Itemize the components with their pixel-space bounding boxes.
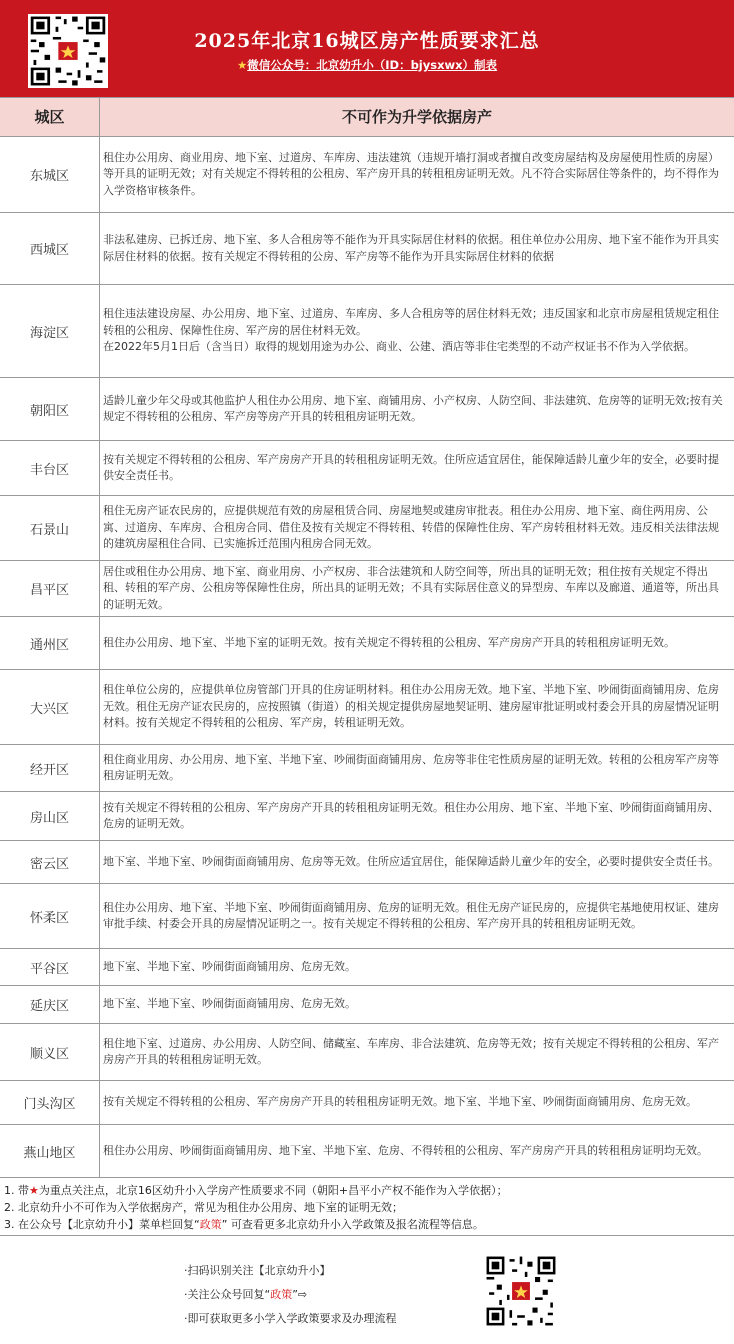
table-row	[0, 745, 734, 792]
policy-table	[0, 137, 734, 1178]
table-row	[0, 670, 734, 745]
header-banner	[0, 0, 734, 97]
table-row	[0, 986, 734, 1024]
qr-code-icon[interactable]	[484, 1254, 558, 1328]
footnote-2: 2. 北京幼升小不可作为入学依据房产，常见为租住办公用房、地下室的证明无效；	[4, 1201, 403, 1214]
rule-text: 租住办公用房、地下室、半地下室的证明无效。按有关规定不得转租的公租房、军产房房产开具的转租租房证明无效。	[103, 635, 675, 649]
table-header	[0, 97, 734, 137]
district-name: 海淀区	[0, 285, 100, 377]
table-row	[0, 949, 734, 986]
district-name: 怀柔区	[0, 884, 100, 948]
table-row	[0, 1081, 734, 1125]
table-row	[0, 841, 734, 884]
district-name: 石景山	[0, 496, 100, 560]
star-icon: ★	[29, 1184, 39, 1197]
rule-text: 租住违法建设房屋、办公用房、地下室、过道房、车库房、多人合租房等的居住材料无效；违反国家和北京市房屋租赁规定租住转租的公租房、保障性住房、军产房的居住材料无效。 在2022年5月1日后（含当日）取得的规划用途为办公、商业、公建、酒店等非住宅类型的不动产权证书不作为入学依据。	[103, 307, 719, 354]
arrow-right-icon: ”⇨	[292, 1288, 308, 1301]
rule-text: 租住无房产证农民房的，应提供规范有效的房屋租赁合同、房屋地契或建房审批表。租住办公用房、地下室、商住两用房、公寓、过道房、车库房、合租房合同、借住及按有关规定不得转租、转借的保障性住房、军产房转租材料无效。违反相关法律法规的建筑房屋租住合同、已实施拆迁范围内租房合同无效。	[103, 504, 719, 551]
footer-line-more: ·即可获取更多小学入学政策要求及办理流程	[184, 1312, 397, 1325]
footnote-3: 3. 在公众号【北京幼升小】菜单栏回复“政策” 可查看更多北京幼升小入学政策及报名流程等信息。	[4, 1218, 484, 1231]
table-row	[0, 378, 734, 441]
rule-text: 租住单位公房的，应提供单位房管部门开具的住房证明材料。租住办公用房无效。地下室、半地下室、吵闹街面商铺用房、危房无效。租住无房产证农民房的，应按照镇（街道）的相关规定提供房屋地契证明、建房屋审批证明或村委会开具的房屋情况证明材料。按有关规定不得转租的公租房、军产房，转租证明无效。	[103, 683, 719, 730]
table-row	[0, 1125, 734, 1178]
rule-text: 租住地下室、过道房、办公用房、人防空间、储藏室、车库房、非合法建筑、危房等无效；按有关规定不得转租的公租房、军产房房产开具的转租租房证明无效。	[103, 1036, 719, 1066]
district-name: 经开区	[0, 745, 100, 791]
district-name: 东城区	[0, 137, 100, 212]
footnote-1: 1. 带★为重点关注点，北京16区幼升小入学房产性质要求不同（朝阳+昌平小产权不能作为入学依据）；	[4, 1184, 508, 1197]
district-name: 西城区	[0, 213, 100, 284]
district-name: 燕山地区	[0, 1125, 100, 1177]
table-row	[0, 1024, 734, 1081]
rule-text: 按有关规定不得转租的公租房、军产房房产开具的转租租房证明无效。地下室、半地下室、吵闹街面商铺用房、危房无效。	[103, 1095, 697, 1109]
rule-text: 适龄儿童少年父母或其他监护人租住办公用房、地下室、商铺用房、小产权房、人防空间、非法建筑、危房等的证明无效;按有关规定不得转租的公租房、军产房等房产开具的转租租房证明无效。	[103, 393, 723, 423]
district-name: 密云区	[0, 841, 100, 883]
table-row	[0, 496, 734, 561]
district-name: 大兴区	[0, 670, 100, 744]
district-name: 丰台区	[0, 441, 100, 495]
table-row	[0, 441, 734, 496]
district-name: 昌平区	[0, 561, 100, 616]
rule-text: 按有关规定不得转租的公租房、军产房房产开具的转租租房证明无效。住所应适宜居住，能保障适龄儿童少年的安全，必要时提供安全责任书。	[103, 452, 719, 482]
district-name: 通州区	[0, 617, 100, 669]
table-row	[0, 884, 734, 949]
rule-text: 地下室、半地下室、吵闹街面商铺用房、危房无效。	[103, 997, 356, 1011]
footer	[0, 1236, 734, 1344]
rule-text: 居住或租住办公用房、地下室、商业用房、小产权房、非合法建筑和人防空间等，所出具的证明无效；租住按有关规定不得出租、转租的军产房、公租房等保障性住房，所出具的证明无效；不具有实际居住意义的异型房、车库以及廊道、通道等，所出具的证明无效。	[103, 564, 719, 611]
policy-keyword: 政策	[199, 1218, 222, 1231]
district-name: 顺义区	[0, 1024, 100, 1080]
rule-text: 非法私建房、已拆迁房、地下室、多人合租房等不能作为开具实际居住材料的依据。租住单位办公用房、地下室不能作为开具实际居住材料的依据。按有关规定不得转租的公房、军产房等不能作为开具实际居住材料的依据	[103, 233, 719, 263]
table-row	[0, 213, 734, 285]
rule-text: 租住办公用房、地下室、半地下室、吵闹街面商铺用房、危房的证明无效。租住无房产证民房的，应提供宅基地使用权证、建房审批手续、村委会开具的房屋情况证明之一。按有关规定不得转租的公租房、军产房开具的转租租房证明无效。	[103, 900, 719, 930]
table-row	[0, 792, 734, 841]
district-name: 房山区	[0, 792, 100, 840]
footer-line-scan: ·扫码识别关注【北京幼升小】	[184, 1264, 331, 1277]
district-name: 朝阳区	[0, 378, 100, 440]
policy-keyword: 政策	[270, 1288, 293, 1301]
district-name: 门头沟区	[0, 1081, 100, 1124]
rule-text: 地下室、半地下室、吵闹街面商铺用房、危房无效。	[103, 959, 356, 973]
district-name: 延庆区	[0, 986, 100, 1023]
table-row	[0, 285, 734, 378]
table-row	[0, 137, 734, 213]
footnotes	[0, 1178, 734, 1236]
footer-instructions	[184, 1259, 397, 1331]
column-header-rule: 不可作为升学依据房产	[341, 108, 492, 126]
page-subtitle	[0, 57, 734, 73]
rule-text: 租住办公用房、吵闹街面商铺用房、地下室、半地下室、危房、不得转租的公租房、军产房房产开具的转租租房证明均无效。	[103, 1143, 708, 1157]
star-icon: ★	[236, 58, 248, 72]
rule-text: 租住商业用房、办公用房、地下室、半地下室、吵闹街面商铺用房、危房等非住宅性质房屋的证明无效。转租的公租房军产房等租房证明无效。	[103, 752, 719, 782]
subtitle-text: 微信公众号：北京幼升小（ID：bjysxwx）制表	[247, 58, 498, 72]
rule-text: 按有关规定不得转租的公租房、军产房房产开具的转租租房证明无效。租住办公用房、地下室、半地下室、吵闹街面商铺用房、危房的证明无效。	[103, 800, 719, 830]
table-row	[0, 617, 734, 670]
rule-text: 地下室、半地下室、吵闹街面商铺用房、危房等无效。住所应适宜居住，能保障适龄儿童少年的安全，必要时提供安全责任书。	[103, 854, 719, 868]
page-title: 2025年北京16城区房产性质要求汇总	[194, 30, 540, 52]
table-row	[0, 561, 734, 617]
district-name: 平谷区	[0, 949, 100, 985]
rule-text: 租住办公用房、商业用房、地下室、过道房、车库房、违法建筑（违规开墙打洞或者擅自改变房屋结构及房屋使用性质的房屋）等开具的证明无效；对有关规定不得转租的公租房、军产房开具的转租租房证明无效。凡不符合实际居住等条件的，均不得作为入学资格审核条件。	[103, 150, 719, 197]
column-header-district: 城区	[0, 98, 100, 136]
footer-line-reply: ·关注公众号回复“政策”⇨	[184, 1288, 308, 1301]
